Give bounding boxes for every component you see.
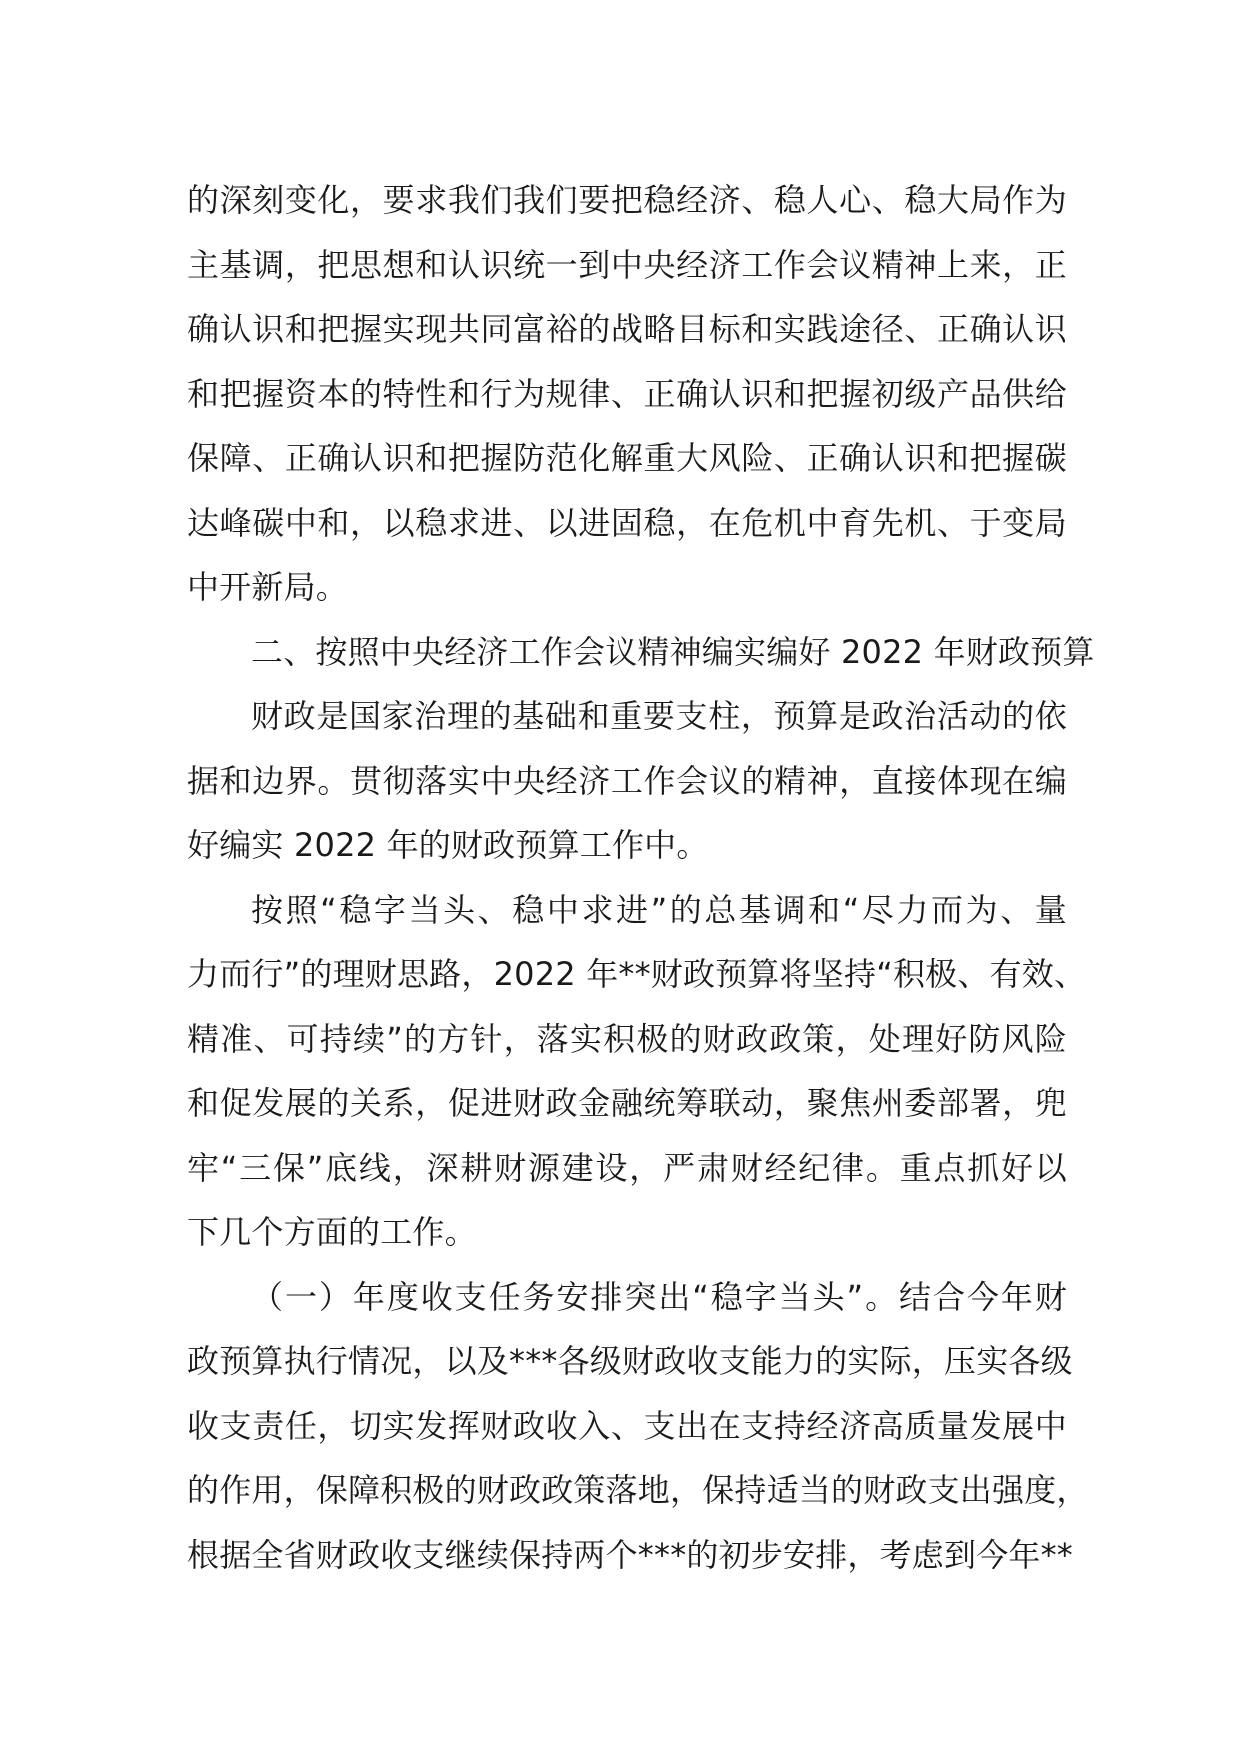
body-line: 确认识和把握实现共同富裕的战略目标和实践途径、正确认识 [187,310,1067,348]
body-line: 精准、可持续”的方针，落实积极的财政政策，处理好防风险 [187,1019,1067,1058]
body-line: 主基调，把思想和认识统一到中央经济工作会议精神上来，正 [187,245,1067,284]
body-line: 政预算执行情况，以及***各级财政收支能力的实际，压实各级 [187,1342,1073,1380]
body-line: 据和边界。贯彻落实中央经济工作会议的精神，直接体现在编 [187,761,1067,800]
body-line: 根据全省财政收支继续保持两个***的初步安排，考虑到今年** [187,1535,1074,1574]
document-body [187,168,1095,1587]
body-line: 和把握资本的特性和行为规律、正确认识和把握初级产品供给 [187,374,1067,413]
body-line: 达峰碳中和，以稳求进、以进固稳，在危机中育先机、于变局 [187,503,1067,542]
paragraph-first-line: 财政是国家治理的基础和重要支柱，预算是政治活动的依 [251,697,1067,735]
body-line: 保障、正确认识和把握防范化解重大风险、正确认识和把握碳 [187,439,1067,477]
subsection-first-line: （一）年度收支任务安排突出“稳字当头”。结合今年财 [251,1277,1067,1316]
body-line: 力而行”的理财思路，2022 年**财政预算将坚持“积极、有效、 [187,955,1087,993]
body-line: 和促发展的关系，促进财政金融统筹联动，聚焦州委部署，兜 [187,1084,1067,1122]
body-line: 下几个方面的工作。 [187,1213,477,1251]
body-line: 牢“三保”底线，深耕财源建设，严肃财经纪律。重点抓好以 [187,1148,1067,1187]
body-line: 的深刻变化，要求我们我们要把稳经济、稳人心、稳大局作为 [187,181,1067,219]
body-line: 收支责任，切实发挥财政收入、支出在支持经济高质量发展中 [187,1406,1067,1445]
body-line: 好编实 2022 年的财政预算工作中。 [187,826,709,864]
body-line: 中开新局。 [187,568,349,606]
section-heading: 二、按照中央经济工作会议精神编实编好 2022 年财政预算 [251,632,1095,671]
paragraph-first-line: 按照“稳字当头、稳中求进”的总基调和“尽力而为、量 [251,890,1067,929]
body-line: 的作用，保障积极的财政政策落地，保持适当的财政支出强度， [187,1471,1089,1509]
